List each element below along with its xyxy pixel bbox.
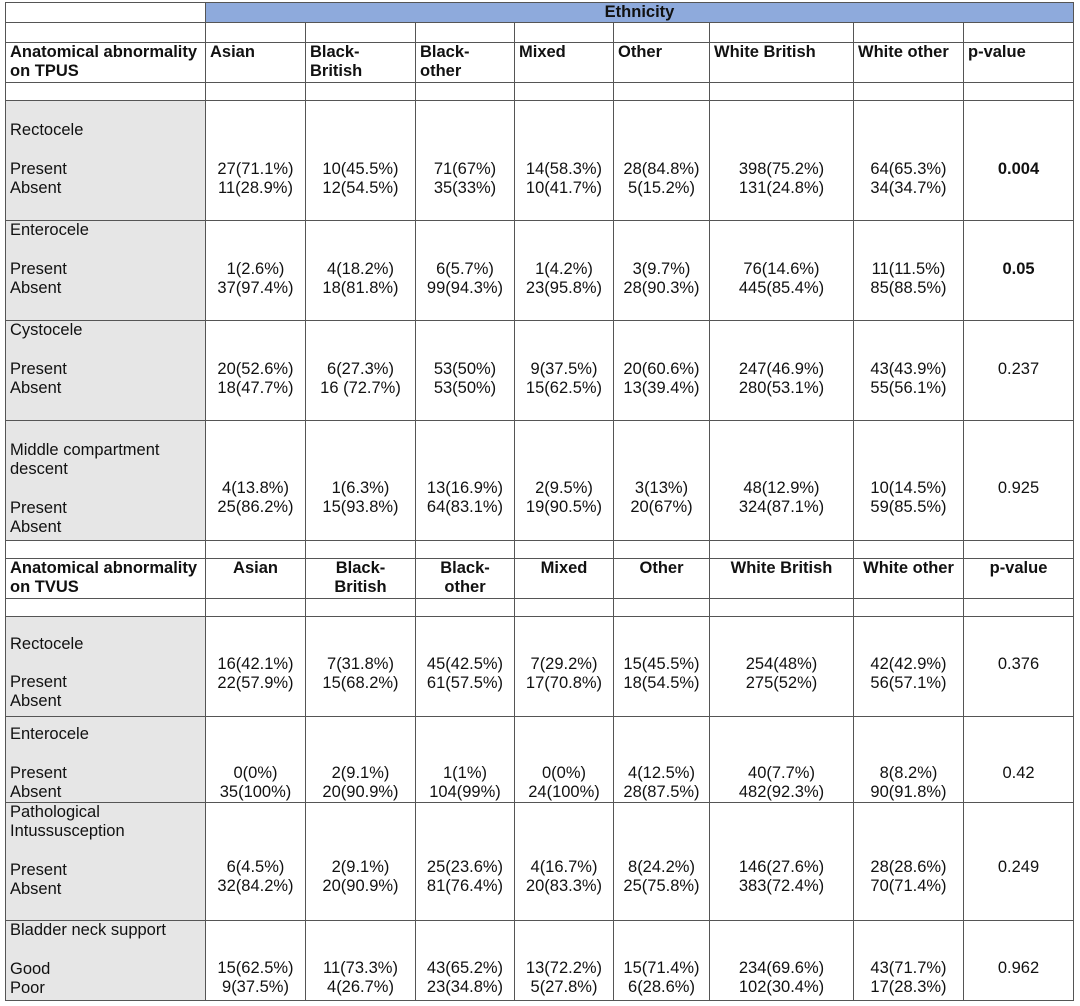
section-spacer-row <box>6 541 1074 559</box>
count-percent: 19(90.5%) <box>525 498 603 516</box>
count-percent: 55(56.1%) <box>870 379 947 397</box>
value-cell <box>206 321 306 421</box>
category-label: Present <box>10 499 67 517</box>
p-value-cell: 0.237 <box>964 321 1074 421</box>
count-percent: 22(57.9%) <box>217 674 294 692</box>
column-header: p-value <box>964 559 1074 599</box>
count-percent: 6(5.7%) <box>436 260 494 278</box>
ethnicity-header-row <box>6 3 1074 23</box>
count-percent: 11(11.5%) <box>871 260 946 278</box>
count-percent: 9(37.5%) <box>530 360 598 378</box>
category-label: Absent <box>10 692 62 710</box>
value-cell <box>710 803 854 921</box>
spacer-row <box>6 23 1074 43</box>
count-percent: 4(16.7%) <box>530 858 598 876</box>
count-percent: 42(42.9%) <box>870 655 947 673</box>
count-percent: 4(18.2%) <box>327 260 394 278</box>
count-percent: 280(53.1%) <box>738 379 825 397</box>
spacer-cell <box>206 599 306 617</box>
count-percent: 0(0%) <box>541 764 586 782</box>
spacer-cell <box>6 83 206 101</box>
spacer-cell <box>416 23 515 43</box>
count-percent: 2(9.5%) <box>535 479 593 497</box>
value-cell <box>306 617 416 717</box>
count-percent: 102(30.4%) <box>738 978 825 996</box>
spacer-cell <box>416 83 515 101</box>
count-percent: 6(28.6%) <box>628 978 695 996</box>
spacer-cell <box>206 83 306 101</box>
value-cell <box>206 421 306 541</box>
spacer-cell <box>306 599 416 617</box>
category-label: Absent <box>10 783 62 801</box>
count-percent: 23(34.8%) <box>426 978 504 996</box>
count-percent: 24(100%) <box>528 783 600 801</box>
row-label-cell <box>6 803 206 921</box>
value-cell <box>206 921 306 1001</box>
count-percent: 7(29.2%) <box>530 655 598 673</box>
p-value-cell: 0.962 <box>964 921 1074 1001</box>
spacer-cell <box>515 23 614 43</box>
count-percent: 15(45.5%) <box>623 655 700 673</box>
value-cell <box>854 321 964 421</box>
value-cell <box>515 221 614 321</box>
category-labels <box>10 499 201 537</box>
spacer-cell <box>306 83 416 101</box>
spacer-cell <box>306 541 416 559</box>
count-percent: 4(12.5%) <box>628 764 695 782</box>
value-cell <box>854 617 964 717</box>
count-percent: 14(58.3%) <box>525 160 603 178</box>
table-row <box>6 617 1074 717</box>
value-cell <box>306 717 416 803</box>
spacer-cell <box>206 541 306 559</box>
column-header: Black-British <box>306 559 416 599</box>
column-header: Other <box>614 559 710 599</box>
count-percent: 20(90.9%) <box>322 783 399 801</box>
spacer-cell <box>614 83 710 101</box>
value-cell <box>854 221 964 321</box>
count-percent: 43(71.7%) <box>870 959 947 977</box>
count-percent: 15(62.5%) <box>525 379 603 397</box>
value-cell <box>710 221 854 321</box>
category-label: Present <box>10 764 67 782</box>
count-percent: 48(12.9%) <box>743 479 820 497</box>
count-percent: 6(4.5%) <box>226 858 285 876</box>
spacer-cell <box>854 83 964 101</box>
category-label: Present <box>10 360 67 378</box>
value-cell <box>206 221 306 321</box>
count-percent: 234(69.6%) <box>738 959 825 977</box>
tvus-title-header: Anatomical abnormality on TVUS <box>6 559 206 599</box>
abnormality-name: Rectocele <box>10 121 84 139</box>
value-cell <box>854 921 964 1001</box>
count-percent: 17(28.3%) <box>870 978 947 996</box>
count-percent: 1(1%) <box>442 764 487 782</box>
value-cell <box>614 101 710 221</box>
category-labels <box>10 160 201 198</box>
value-cell <box>416 617 515 717</box>
category-labels <box>10 360 201 398</box>
column-header: Mixed <box>515 43 614 83</box>
value-cell <box>206 717 306 803</box>
count-percent: 13(16.9%) <box>426 479 504 497</box>
value-cell <box>416 921 515 1001</box>
table-row <box>6 101 1074 221</box>
abnormality-name: Middle compartment descent <box>10 441 160 478</box>
p-value-cell: 0.05 <box>964 221 1074 321</box>
count-percent: 20(90.9%) <box>322 877 399 895</box>
category-label: Poor <box>10 979 45 997</box>
count-percent: 20(83.3%) <box>525 877 603 895</box>
count-percent: 4(13.8%) <box>222 479 289 497</box>
column-header: Black-other <box>416 43 515 83</box>
count-percent: 10(14.5%) <box>870 479 947 497</box>
count-percent: 15(68.2%) <box>322 674 399 692</box>
value-cell <box>515 421 614 541</box>
value-cell <box>854 421 964 541</box>
count-percent: 15(62.5%) <box>217 959 294 977</box>
count-percent: 53(50%) <box>433 360 497 378</box>
value-cell <box>854 803 964 921</box>
count-percent: 9(37.5%) <box>222 978 289 996</box>
value-cell <box>306 803 416 921</box>
count-percent: 6(27.3%) <box>327 360 394 378</box>
value-cell <box>710 421 854 541</box>
count-percent: 64(83.1%) <box>426 498 504 516</box>
tvus-spacer-row <box>6 599 1074 617</box>
count-percent: 4(26.7%) <box>327 978 394 996</box>
count-percent: 37(97.4%) <box>217 279 294 297</box>
value-cell <box>515 321 614 421</box>
spacer-cell <box>710 541 854 559</box>
count-percent: 5(15.2%) <box>628 179 695 197</box>
spacer-cell <box>854 23 964 43</box>
count-percent: 12(54.5%) <box>322 179 399 197</box>
column-header: Black-British <box>306 43 416 83</box>
value-cell <box>854 717 964 803</box>
spacer-cell <box>515 599 614 617</box>
table-row <box>6 221 1074 321</box>
count-percent: 32(84.2%) <box>217 877 294 895</box>
category-labels <box>10 673 201 711</box>
column-header: White other <box>854 43 964 83</box>
value-cell <box>306 321 416 421</box>
p-value-cell: 0.376 <box>964 617 1074 717</box>
count-percent: 61(57.5%) <box>426 674 504 692</box>
value-cell <box>614 421 710 541</box>
column-header: White British <box>710 559 854 599</box>
count-percent: 20(67%) <box>630 498 693 516</box>
count-percent: 131(24.8%) <box>738 179 825 197</box>
count-percent: 247(46.9%) <box>738 360 825 378</box>
count-percent: 99(94.3%) <box>426 279 504 297</box>
tvus-header-row <box>6 559 1074 599</box>
value-cell <box>515 101 614 221</box>
p-value-cell: 0.249 <box>964 803 1074 921</box>
value-cell <box>614 617 710 717</box>
category-label: Present <box>10 160 67 178</box>
count-percent: 27(71.1%) <box>217 160 294 178</box>
table-row <box>6 921 1074 1001</box>
spacer-cell <box>854 541 964 559</box>
category-labels <box>10 960 201 998</box>
count-percent: 18(54.5%) <box>623 674 700 692</box>
count-percent: 5(27.8%) <box>530 978 598 996</box>
count-percent: 16 (72.7%) <box>320 379 401 397</box>
count-percent: 13(72.2%) <box>525 959 603 977</box>
value-cell <box>206 101 306 221</box>
count-percent: 2(9.1%) <box>331 858 390 876</box>
column-header: Black-other <box>416 559 515 599</box>
count-percent: 45(42.5%) <box>426 655 504 673</box>
value-cell <box>416 717 515 803</box>
column-header: Asian <box>206 559 306 599</box>
category-label: Absent <box>10 179 62 197</box>
count-percent: 324(87.1%) <box>738 498 825 516</box>
table-row <box>6 803 1074 921</box>
category-label: Good <box>10 960 51 978</box>
category-labels <box>10 260 201 298</box>
column-header: White other <box>854 559 964 599</box>
value-cell <box>614 717 710 803</box>
spacer-cell <box>964 541 1074 559</box>
count-percent: 28(90.3%) <box>623 279 700 297</box>
count-percent: 64(65.3%) <box>870 160 947 178</box>
value-cell <box>854 101 964 221</box>
count-percent: 28(84.8%) <box>623 160 700 178</box>
spacer-cell <box>614 23 710 43</box>
row-label-cell <box>6 221 206 321</box>
value-cell <box>614 803 710 921</box>
tpus-spacer-row <box>6 83 1074 101</box>
count-percent: 90(91.8%) <box>870 783 947 801</box>
value-cell <box>416 803 515 921</box>
abnormality-name: Enterocele <box>10 725 89 743</box>
column-header: Asian <box>206 43 306 83</box>
count-percent: 81(76.4%) <box>426 877 504 895</box>
value-cell <box>206 803 306 921</box>
count-percent: 43(65.2%) <box>426 959 504 977</box>
count-percent: 16(42.1%) <box>217 655 294 673</box>
count-percent: 398(75.2%) <box>738 160 825 178</box>
count-percent: 11(28.9%) <box>218 179 293 197</box>
count-percent: 76(14.6%) <box>743 260 820 278</box>
count-percent: 56(57.1%) <box>870 674 947 692</box>
row-label-cell <box>6 717 206 803</box>
spacer-cell <box>416 599 515 617</box>
count-percent: 1(6.3%) <box>331 479 390 497</box>
category-label: Absent <box>10 518 62 536</box>
abnormality-name: Pathological Intussusception <box>10 803 125 840</box>
spacer-cell <box>964 83 1074 101</box>
value-cell <box>710 321 854 421</box>
spacer-cell <box>964 599 1074 617</box>
p-value-cell: 0.925 <box>964 421 1074 541</box>
ethnicity-header: Ethnicity <box>206 3 1074 23</box>
count-percent: 18(81.8%) <box>322 279 399 297</box>
value-cell <box>515 803 614 921</box>
count-percent: 35(33%) <box>433 179 497 197</box>
spacer-cell <box>515 83 614 101</box>
category-label: Absent <box>10 279 62 297</box>
count-percent: 2(9.1%) <box>331 764 390 782</box>
value-cell <box>306 921 416 1001</box>
count-percent: 1(4.2%) <box>535 260 593 278</box>
value-cell <box>614 221 710 321</box>
spacer-cell <box>6 541 206 559</box>
p-value-cell: 0.42 <box>964 717 1074 803</box>
count-percent: 10(45.5%) <box>322 160 399 178</box>
value-cell <box>710 921 854 1001</box>
count-percent: 15(93.8%) <box>322 498 399 516</box>
count-percent: 11(73.3%) <box>323 959 398 977</box>
column-header: Mixed <box>515 559 614 599</box>
tpus-header-row <box>6 43 1074 83</box>
value-cell <box>206 617 306 717</box>
abnormality-name: Rectocele <box>10 635 84 653</box>
count-percent: 40(7.7%) <box>748 764 815 782</box>
value-cell <box>710 617 854 717</box>
row-label-cell <box>6 921 206 1001</box>
value-cell <box>614 321 710 421</box>
count-percent: 35(100%) <box>219 783 292 801</box>
spacer-cell <box>854 599 964 617</box>
count-percent: 85(88.5%) <box>870 279 947 297</box>
ethnicity-table <box>5 2 1074 1001</box>
count-percent: 15(71.4%) <box>623 959 700 977</box>
category-label: Present <box>10 260 67 278</box>
spacer-cell <box>6 599 206 617</box>
count-percent: 70(71.4%) <box>870 877 947 895</box>
count-percent: 20(52.6%) <box>217 360 294 378</box>
corner-cell <box>6 3 206 23</box>
value-cell <box>306 221 416 321</box>
tpus-title-header: Anatomical abnormality on TPUS <box>6 43 206 83</box>
count-percent: 8(24.2%) <box>628 858 695 876</box>
value-cell <box>416 101 515 221</box>
value-cell <box>416 321 515 421</box>
count-percent: 17(70.8%) <box>525 674 603 692</box>
count-percent: 1(2.6%) <box>226 260 285 278</box>
count-percent: 254(48%) <box>745 655 818 673</box>
abnormality-name: Bladder neck support <box>10 921 166 939</box>
category-labels <box>10 861 201 899</box>
spacer-cell <box>515 541 614 559</box>
count-percent: 482(92.3%) <box>738 783 825 801</box>
count-percent: 18(47.7%) <box>217 379 294 397</box>
category-label: Present <box>10 673 67 691</box>
count-percent: 53(50%) <box>433 379 497 397</box>
abnormality-name: Cystocele <box>10 321 83 339</box>
count-percent: 13(39.4%) <box>623 379 700 397</box>
count-percent: 10(41.7%) <box>525 179 603 197</box>
value-cell <box>306 101 416 221</box>
column-header: White British <box>710 43 854 83</box>
spacer-cell <box>964 23 1074 43</box>
spacer-cell <box>710 83 854 101</box>
category-label: Present <box>10 861 67 879</box>
value-cell <box>306 421 416 541</box>
count-percent: 23(95.8%) <box>525 279 603 297</box>
count-percent: 3(9.7%) <box>632 260 691 278</box>
count-percent: 275(52%) <box>745 674 818 692</box>
count-percent: 28(87.5%) <box>623 783 700 801</box>
count-percent: 0(0%) <box>233 764 278 782</box>
count-percent: 25(23.6%) <box>426 858 504 876</box>
spacer-cell <box>614 541 710 559</box>
count-percent: 7(31.8%) <box>327 655 394 673</box>
p-value-cell: 0.004 <box>964 101 1074 221</box>
category-labels <box>10 764 201 802</box>
value-cell <box>416 421 515 541</box>
count-percent: 34(34.7%) <box>870 179 947 197</box>
row-label-cell <box>6 617 206 717</box>
count-percent: 43(43.9%) <box>870 360 947 378</box>
value-cell <box>710 717 854 803</box>
table-row <box>6 421 1074 541</box>
value-cell <box>515 617 614 717</box>
value-cell <box>614 921 710 1001</box>
table-row <box>6 321 1074 421</box>
row-label-cell <box>6 101 206 221</box>
table-row <box>6 717 1074 803</box>
column-header: p-value <box>964 43 1074 83</box>
count-percent: 383(72.4%) <box>738 877 825 895</box>
value-cell <box>515 921 614 1001</box>
spacer-cell <box>710 23 854 43</box>
count-percent: 3(13%) <box>634 479 689 497</box>
value-cell <box>416 221 515 321</box>
count-percent: 20(60.6%) <box>623 360 700 378</box>
count-percent: 445(85.4%) <box>738 279 825 297</box>
spacer-cell <box>710 599 854 617</box>
count-percent: 25(86.2%) <box>217 498 294 516</box>
abnormality-name: Enterocele <box>10 221 89 239</box>
value-cell <box>710 101 854 221</box>
category-label: Absent <box>10 880 62 898</box>
count-percent: 59(85.5%) <box>870 498 947 516</box>
column-header: Other <box>614 43 710 83</box>
count-percent: 71(67%) <box>433 160 497 178</box>
spacer-cell <box>416 541 515 559</box>
spacer-cell <box>614 599 710 617</box>
count-percent: 28(28.6%) <box>870 858 947 876</box>
count-percent: 104(99%) <box>429 783 501 801</box>
category-label: Absent <box>10 379 62 397</box>
count-percent: 25(75.8%) <box>623 877 700 895</box>
count-percent: 8(8.2%) <box>879 764 938 782</box>
spacer-cell <box>6 23 206 43</box>
row-label-cell <box>6 421 206 541</box>
value-cell <box>515 717 614 803</box>
spacer-cell <box>206 23 306 43</box>
row-label-cell <box>6 321 206 421</box>
spacer-cell <box>306 23 416 43</box>
count-percent: 146(27.6%) <box>738 858 825 876</box>
